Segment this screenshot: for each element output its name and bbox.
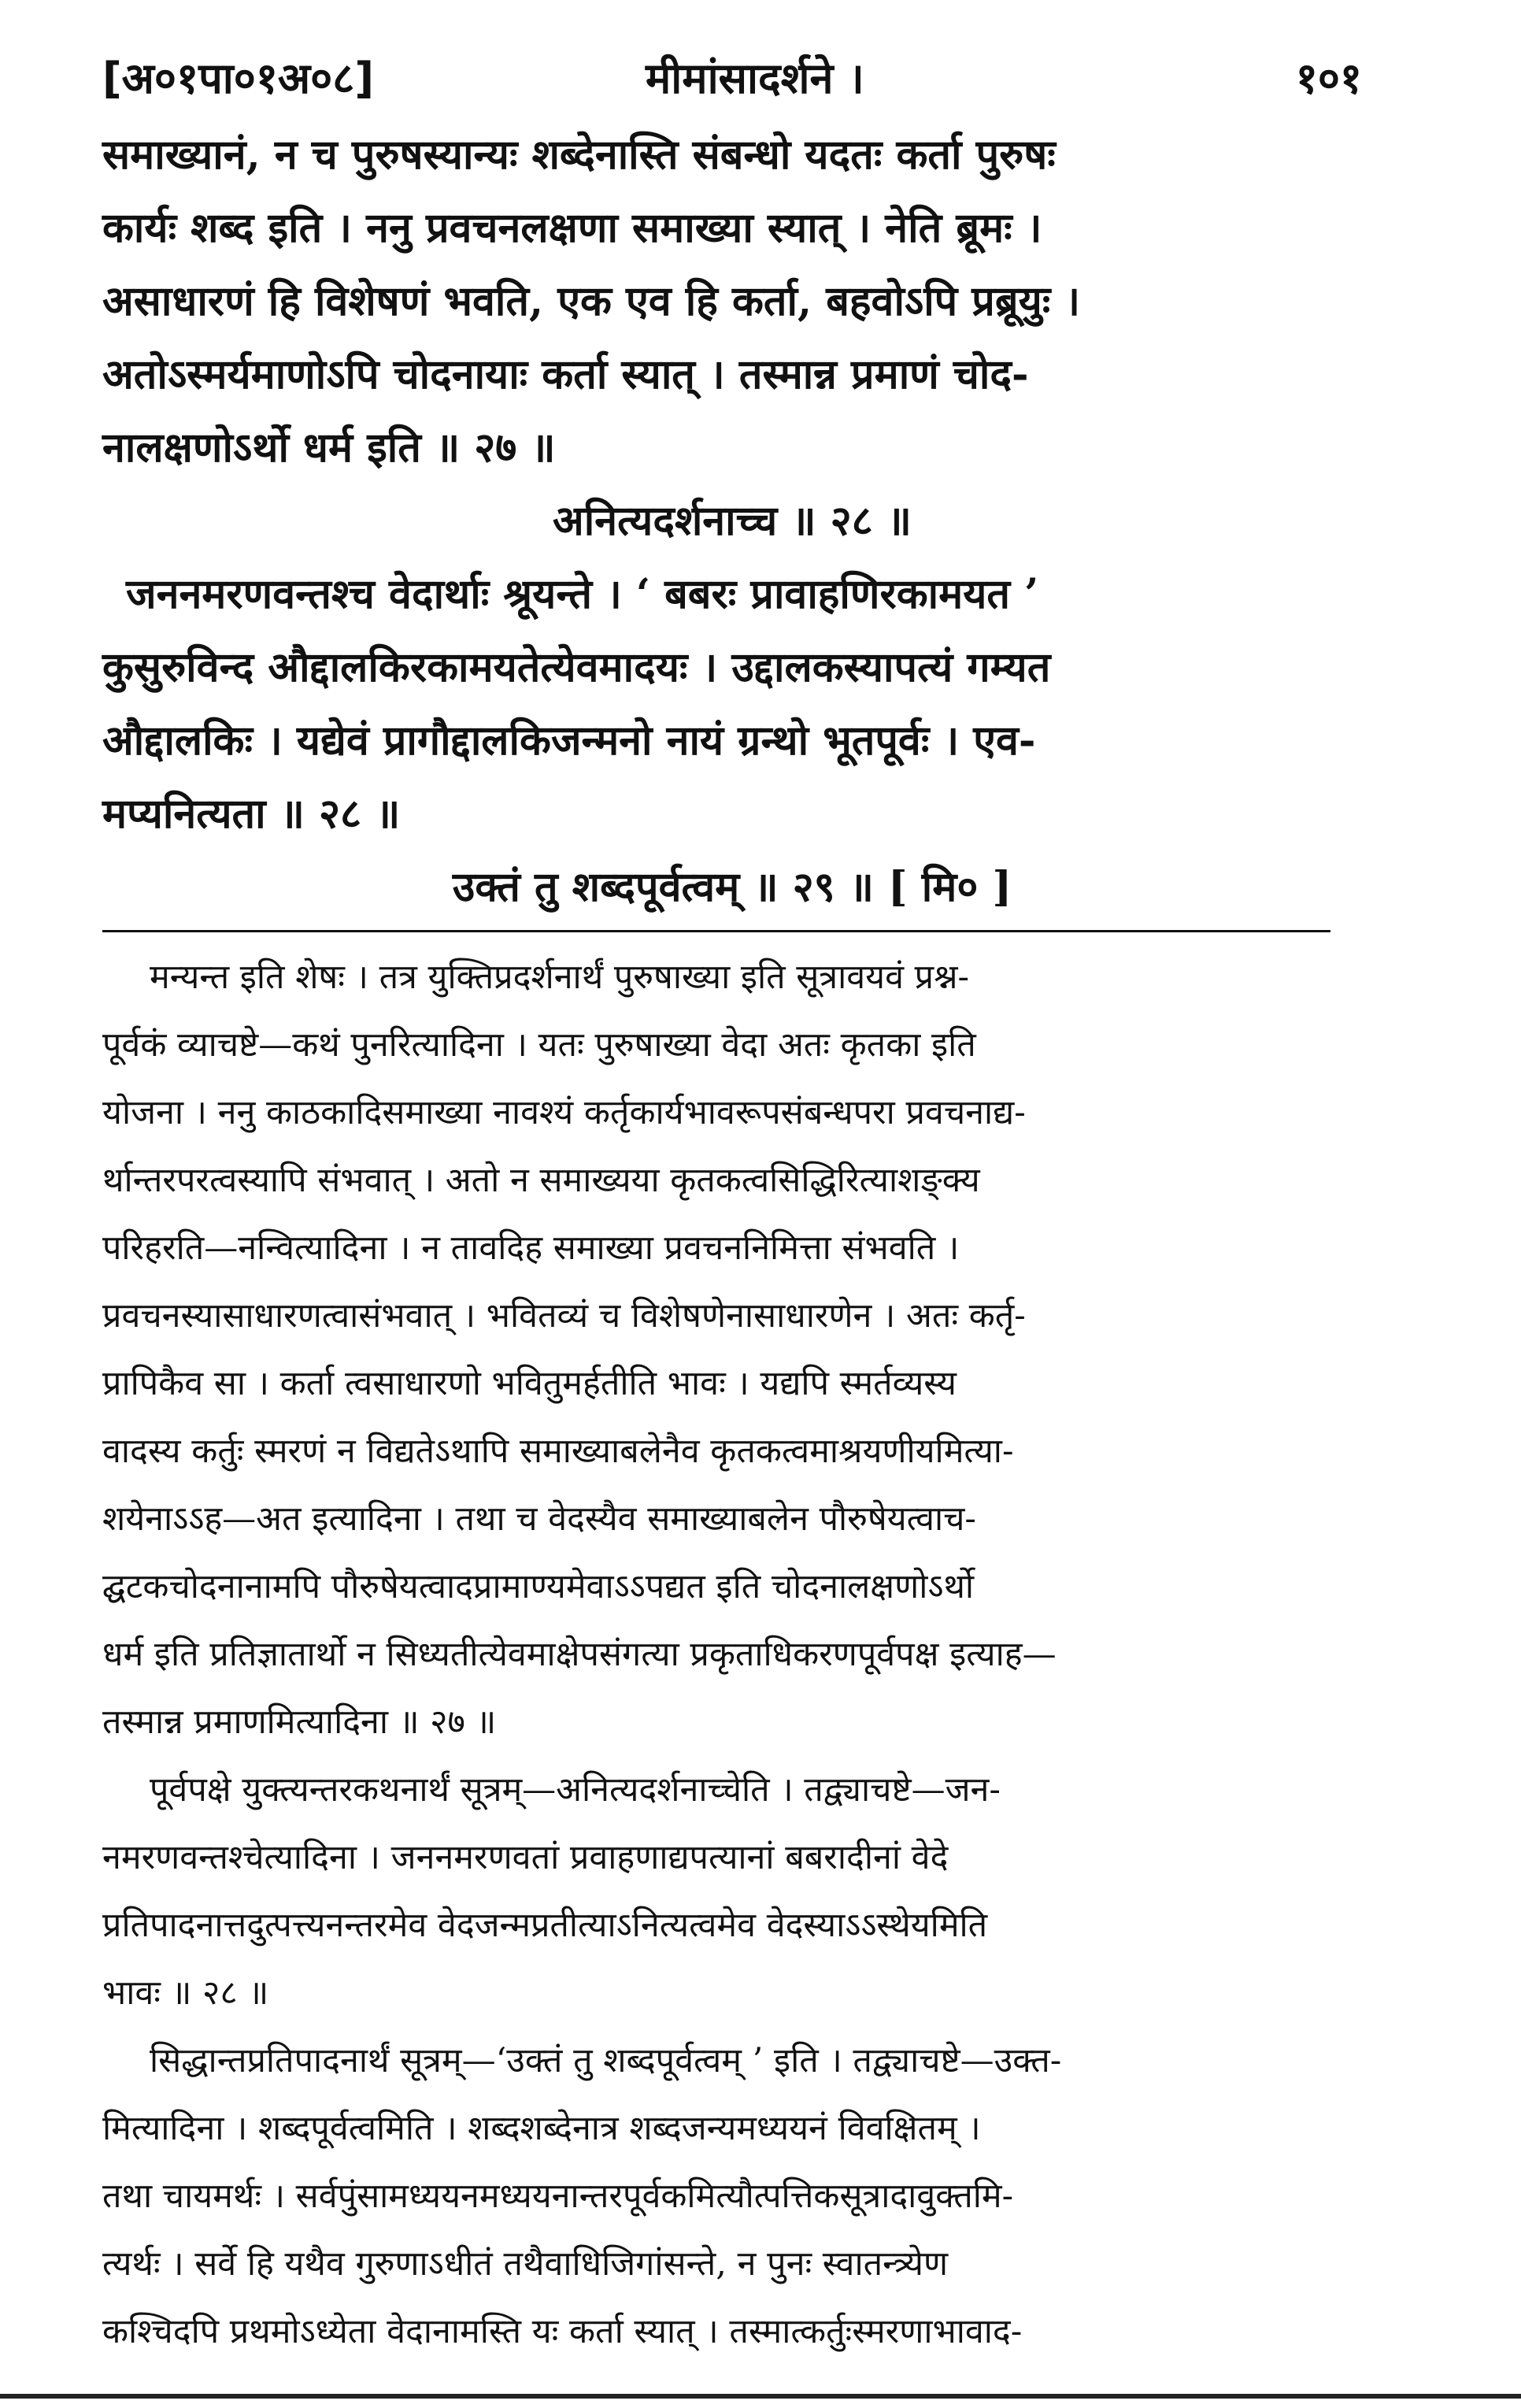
page-number: १०१ (1295, 54, 1362, 103)
main-text (102, 118, 1362, 924)
main-line: असाधारणं हि विशेषणं भवति, एक एव हि कर्ता, बहवोऽपि प्रब्रूयुः । (102, 277, 1081, 325)
main-line: मप्यनित्यता ॥ २८ ॥ (102, 790, 401, 838)
main-line: कार्यः शब्द इति । ननु प्रवचनलक्षणा समाख्या स्यात् । नेति ब्रूमः । (102, 204, 1042, 252)
commentary-line: योजना । ननु काठकादिसमाख्या नावश्यं कर्तृकार्यभावरूपसंबन्धपरा प्रवचनाद्य- (102, 1093, 1026, 1132)
commentary-line: मित्यादिना । शब्दपूर्वत्वमिति । शब्दशब्देनात्र शब्दजन्यमध्ययनं विवक्षितम् । (102, 2109, 981, 2148)
commentary-line: पूर्वपक्षे युक्त्यन्तरकथनार्थं सूत्रम्—अनित्यदर्शनाच्चेति । तद्व्याचष्टे—जन- (150, 1770, 1001, 1810)
commentary-line: द्घटकचोदनानामपि पौरुषेयत्वादप्रामाण्यमेवाऽऽपद्यत इति चोदनालक्षणोऽर्थो (102, 1567, 975, 1606)
commentary-line: मन्यन्त इति शेषः । तत्र युक्तिप्रदर्शनार्थं पुरुषाख्या इति सूत्रावयवं प्रश्न- (150, 958, 970, 997)
commentary-line: र्थान्तरपरत्वस्यापि संभवात् । अतो न समाख्यया कृतकत्वसिद्धिरित्याशङ्क्य (102, 1161, 980, 1200)
commentary-line: वादस्य कर्तुः स्मरणं न विद्यतेऽथापि समाख्याबलेनैव कृतकत्वमाश्रयणीयमित्या- (102, 1432, 1014, 1471)
scan-edge (0, 2394, 1521, 2399)
section-reference: [अ०१पा०१अ०८] (102, 54, 375, 103)
sutra-heading: अनित्यदर्शनाच्च ॥ २८ ॥ (553, 497, 912, 545)
section-divider (102, 930, 1330, 932)
running-title: मीमांसादर्शने । (646, 54, 864, 103)
commentary-line: शयेनाऽऽह—अत इत्यादिना । तथा च वेदस्यैव समाख्याबलेन पौरुषेयत्वाच- (102, 1499, 976, 1539)
main-line: नालक्षणोऽर्थो धर्म इति ॥ २७ ॥ (102, 424, 556, 472)
commentary-line: भावः ॥ २८ ॥ (102, 1973, 269, 2013)
commentary-line: तथा चायमर्थः । सर्वपुंसामध्ययनमध्ययनान्तरपूर्वकमित्यौत्पत्तिकसूत्रादावुक्तमि- (102, 2176, 1014, 2216)
main-line: औद्दालकिः । यद्येवं प्रागौद्दालकिजन्मनो नायं ग्रन्थो भूतपूर्वः । एव- (102, 717, 1036, 765)
main-line: समाख्यानं, न च पुरुषस्यान्यः शब्देनास्ति संबन्धो यदतः कर्ता पुरुषः (102, 131, 1056, 179)
commentary-text (102, 943, 1362, 2365)
commentary-line: प्रतिपादनात्तदुत्पत्त्यनन्तरमेव वेदजन्मप्रतीत्याऽनित्यत्वमेव वेदस्याऽऽस्थेयमिति (102, 1906, 988, 1945)
commentary-line: धर्म इति प्रतिज्ञातार्थो न सिध्यतीत्येवमाक्षेपसंगत्या प्रकृताधिकरणपूर्वपक्ष इत्याह— (102, 1635, 1057, 1674)
commentary-line: तस्मान्न प्रमाणमित्यादिना ॥ २७ ॥ (102, 1702, 497, 1742)
commentary-line: कश्चिदपि प्रथमोऽध्येता वेदानामस्ति यः कर्ता स्यात् । तस्मात्कर्तुःस्मरणाभावाद- (102, 2312, 1023, 2351)
main-line: कुसुरुविन्द औद्दालकिरकामयतेत्येवमादयः । उद्दालकस्यापत्यं गम्यत (102, 643, 1051, 691)
commentary-line: सिद्धान्तप्रतिपादनार्थं सूत्रम्—‘उक्तं तु शब्दपूर्वत्वम् ’ इति । तद्व्याचष्टे—उक्त- (150, 2041, 1062, 2080)
commentary-line: पूर्वकं व्याचष्टे—कथं पुनरित्यादिना । यतः पुरुषाख्या वेदा अतः कृतका इति (102, 1025, 976, 1065)
main-line: जननमरणवन्तश्च वेदार्थाः श्रूयन्ते । ‘ बबरः प्रावाहणिरकामयत ’ (126, 570, 1039, 618)
commentary-line: प्रापिकैव सा । कर्ता त्वसाधारणो भवितुमर्हतीति भावः । यद्यपि स्मर्तव्यस्य (102, 1364, 957, 1403)
page-header (102, 31, 1362, 118)
commentary-line: नमरणवन्तश्चेत्यादिना । जननमरणवतां प्रवाहणाद्यपत्यानां बबरादीनां वेदे (102, 1838, 949, 1877)
commentary-line: परिहरति—नन्वित्यादिना । न तावदिह समाख्या प्रवचननिमित्ता संभवति । (102, 1228, 960, 1268)
sutra-heading: उक्तं तु शब्दपूर्वत्वम् ॥ २९ ॥ [ मि० ] (452, 863, 1012, 911)
document-page (102, 31, 1362, 2365)
main-line: अतोऽस्मर्यमाणोऽपि चोदनायाः कर्ता स्यात् । तस्मान्न प्रमाणं चोद- (102, 350, 1029, 398)
commentary-line: प्रवचनस्यासाधारणत्वासंभवात् । भवितव्यं च विशेषणेनासाधारणेन । अतः कर्तृ- (102, 1296, 1026, 1336)
commentary-line: त्यर्थः । सर्वे हि यथैव गुरुणाऽधीतं तथैवाधिजिगांसन्ते, न पुनः स्वातन्त्र्येण (102, 2244, 949, 2284)
